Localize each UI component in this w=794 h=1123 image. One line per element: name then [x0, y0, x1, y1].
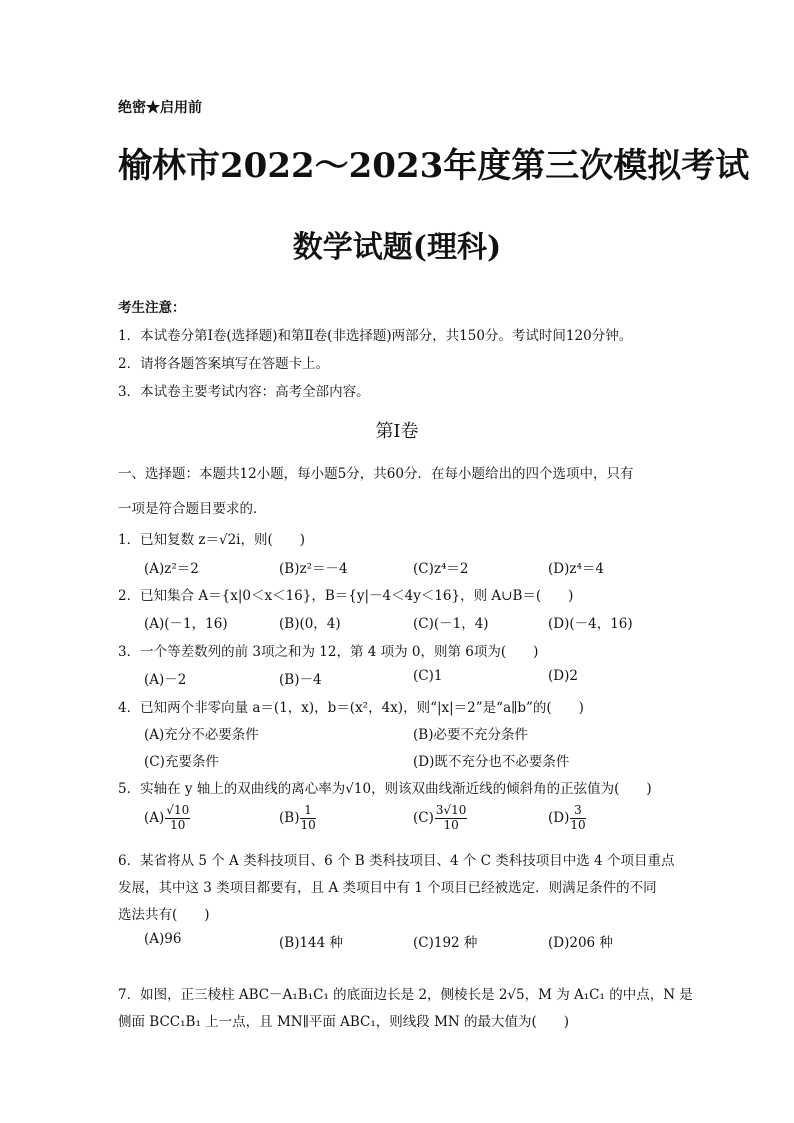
question-6-option-b: (B)144 种: [279, 935, 344, 951]
question-5-option-b: [279, 804, 316, 833]
question-5-option-a: [144, 804, 190, 833]
option-b-fraction: [300, 804, 315, 833]
secret-mark: 绝密★启用前: [118, 100, 202, 116]
exam-title: 榆林市2022～2023年度第三次模拟考试: [118, 146, 750, 186]
question-3-stem: 3．一个等差数列的前 3项之和为 12，第 4 项为 0，则第 6项为( ): [118, 644, 539, 660]
question-1-option-c: (C)z⁴＝2: [413, 561, 469, 577]
question-4-option-c: (C)充要条件: [144, 754, 219, 770]
option-c-fraction: [435, 804, 468, 833]
question-2-option-d: (D)(－4，16): [548, 616, 633, 632]
notice-heading: 考生注意：: [118, 300, 186, 316]
question-6-option-d: (D)206 种: [548, 935, 613, 951]
option-c-denominator: 10: [443, 817, 459, 832]
question-1-option-d: (D)z⁴＝4: [548, 561, 604, 577]
option-d-numerator: 3: [570, 804, 585, 819]
question-6-line2: 发展，其中这 3 类项目都要有，且 A 类项目中有 1 个项目已经被选定．则满足条件的不同: [118, 880, 657, 896]
question-2-option-b: (B)(0，4): [279, 616, 341, 632]
question-4-option-b: (B)必要不充分条件: [413, 727, 528, 743]
question-4-option-a: (A)充分不必要条件: [144, 727, 259, 743]
question-1-stem: 1．已知复数 z＝√2i，则( ): [118, 532, 306, 548]
section-instructions-line1: 一、选择题：本题共12小题，每小题5分，共60分．在每小题给出的四个选项中，只有: [118, 466, 634, 482]
question-6-line3: 选法共有( ): [118, 907, 210, 923]
exam-subtitle: 数学试题(理科): [292, 230, 502, 265]
question-2-option-a: (A)(－1，16): [144, 616, 228, 632]
option-d-fraction: [570, 804, 585, 833]
option-c-numerator: 3√10: [435, 803, 467, 817]
option-b-numerator: 1: [300, 804, 315, 819]
question-2-stem: 2．已知集合 A＝{x|0＜x＜16}，B＝{y|－4＜4y＜16}，则 A∪B＝( ): [118, 588, 574, 604]
option-d-label: (D): [548, 809, 570, 826]
question-1-option-a: (A)z²＝2: [144, 561, 199, 577]
question-5-option-d: [548, 804, 586, 833]
question-3-option-a: (A)－2: [144, 672, 187, 688]
section-instructions-line2: 一项是符合题目要求的．: [118, 501, 267, 517]
option-a-numerator: √10: [166, 803, 190, 817]
question-7-line2: 侧面 BCC₁B₁ 上一点，且 MN∥平面 ABC₁，则线段 MN 的最大值为( ): [118, 1014, 570, 1030]
question-5-option-c: [413, 804, 467, 833]
option-b-label: (B): [279, 809, 300, 826]
question-4-stem: 4．已知两个非零向量 a＝(1，x)，b＝(x²，4x)，则“|x|＝2”是“a∥b”的( ): [118, 700, 584, 716]
section-heading: 第Ⅰ卷: [375, 421, 419, 442]
question-5-stem: 5．实轴在 y 轴上的双曲线的离心率为√10，则该双曲线渐近线的倾斜角的正弦值为( ): [118, 781, 652, 797]
option-b-denominator: 10: [300, 817, 316, 832]
question-6-option-a: (A)96: [144, 931, 182, 947]
question-3-option-c: (C)1: [413, 668, 443, 684]
option-a-label: (A): [144, 809, 165, 826]
question-6-line1: 6．某省将从 5 个 A 类科技项目、6 个 B 类科技项目、4 个 C 类科技项目中选 4 个项目重点: [118, 853, 675, 869]
notice-item-3: 3．本试卷主要考试内容：高考全部内容。: [118, 384, 370, 400]
option-d-denominator: 10: [570, 817, 586, 832]
question-2-option-c: (C)(－1，4): [413, 616, 489, 632]
notice-item-2: 2．请将各题答案填写在答题卡上。: [118, 356, 330, 372]
question-3-option-b: (B)－4: [279, 672, 322, 688]
option-c-label: (C): [413, 809, 434, 826]
option-a-fraction: [165, 804, 190, 833]
question-1-option-b: (B)z²＝－4: [279, 561, 348, 577]
question-3-option-d: (D)2: [548, 668, 578, 684]
notice-item-1: 1．本试卷分第Ⅰ卷(选择题)和第Ⅱ卷(非选择题)两部分，共150分。考试时间120分钟。: [118, 328, 633, 344]
question-6-option-c: (C)192 种: [413, 935, 478, 951]
option-a-denominator: 10: [170, 817, 186, 832]
question-4-option-d: (D)既不充分也不必要条件: [413, 754, 570, 770]
question-7-line1: 7．如图，正三棱柱 ABC－A₁B₁C₁ 的底面边长是 2，侧棱长是 2√5，M 为 A₁C₁ 的中点，N 是: [118, 987, 693, 1003]
